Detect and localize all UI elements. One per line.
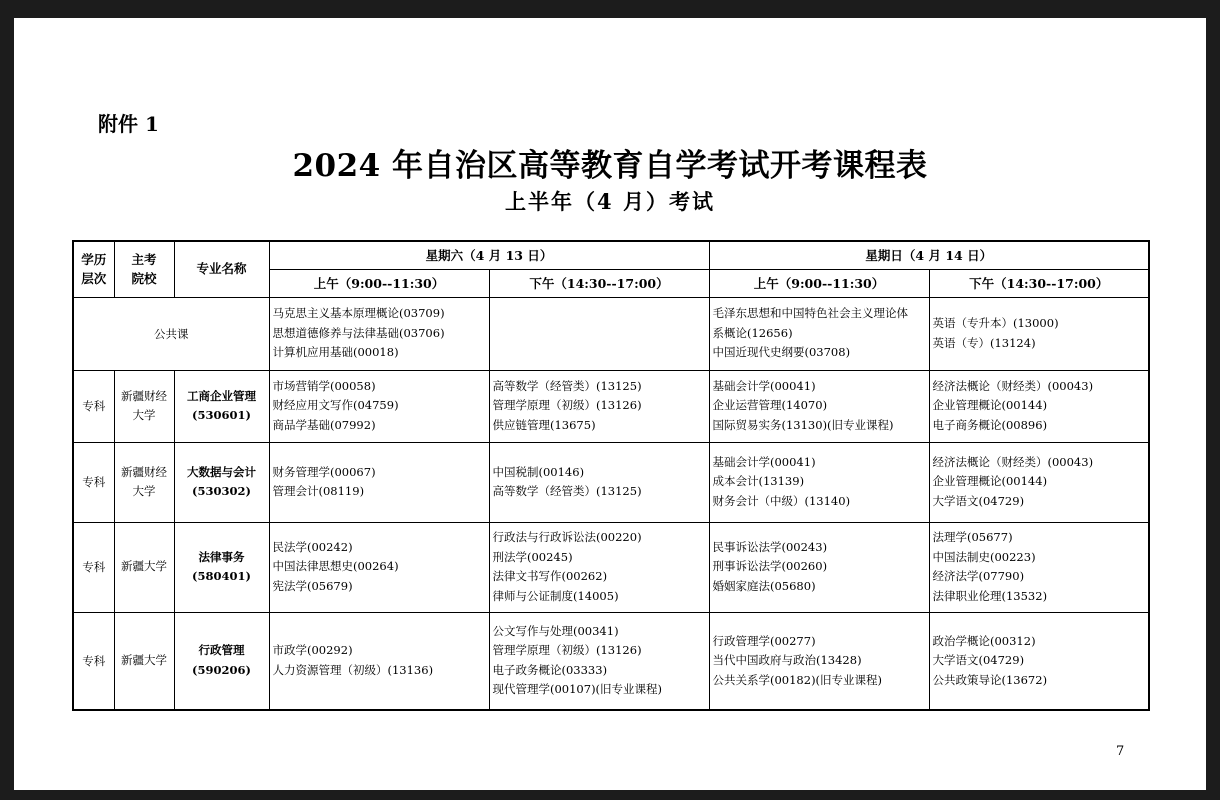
- course-item: 律师与公证制度(14005): [492, 588, 619, 603]
- sun-pm-cell: [929, 522, 1149, 612]
- public-course-label: 公共课: [73, 297, 269, 370]
- course-item: 公共政策导论(13672): [932, 672, 1048, 687]
- major-name: 法律事务: [198, 549, 245, 564]
- course-item: 英语（专）(13124): [932, 335, 1036, 350]
- course-item: 电子政务概论(03333): [492, 662, 608, 677]
- course-item: 中国法律思想史(00264): [272, 559, 399, 574]
- course-item: 市政学(00292): [272, 643, 353, 658]
- course-item: 大学语文(04729): [932, 493, 1025, 508]
- sun-am-cell: [709, 522, 929, 612]
- course-item: 财务会计（中级）(13140): [712, 493, 851, 508]
- course-item: 现代管理学(00107)(旧专业课程): [492, 682, 663, 697]
- course-item: 英语（专升本）(13000): [932, 316, 1059, 330]
- course-item: 企业运营管理(14070): [712, 398, 828, 413]
- attachment-label: 附件 1: [98, 112, 159, 136]
- course-item: 法理学(05677): [932, 530, 1013, 544]
- header-major: 专业名称: [174, 241, 269, 297]
- major-code: (580401): [192, 569, 251, 583]
- sun-pm-cell: [929, 370, 1149, 442]
- public-sun-pm-cell: [929, 297, 1149, 370]
- sun-pm-cell: [929, 442, 1149, 522]
- major-code: (590206): [192, 662, 251, 677]
- course-item: 法律职业伦理(13532): [932, 588, 1048, 603]
- header-sat-am: 上午（9:00--11:30）: [269, 269, 489, 297]
- table-row: [73, 522, 1149, 612]
- course-item: 电子商务概论(00896): [932, 417, 1048, 432]
- course-item: 系概论(12656): [712, 325, 793, 340]
- course-item: 管理学原理（初级）(13126): [492, 398, 642, 413]
- sat-pm-cell: [489, 370, 709, 442]
- major-name: 工商企业管理: [187, 388, 256, 403]
- course-item: 高等数学（经管类）(13125): [492, 378, 642, 393]
- major-cell: [174, 612, 269, 710]
- header-level: 学历 层次: [73, 241, 114, 297]
- sat-am-cell: [269, 522, 489, 612]
- major-code: (530601): [192, 408, 251, 422]
- sat-pm-cell: [489, 442, 709, 522]
- course-item: 高等数学（经管类）(13125): [492, 484, 642, 498]
- course-item: 民事诉讼法学(00243): [712, 539, 828, 554]
- table-row-public: [73, 297, 1149, 370]
- level-cell: 专科: [73, 522, 114, 612]
- document-page: [14, 18, 1206, 790]
- course-item: 经济法学(07790): [932, 569, 1025, 583]
- course-item: 经济法概论（财经类）(00043): [932, 454, 1094, 469]
- public-sat-pm-cell: [489, 297, 709, 370]
- major-name: 大数据与会计: [187, 464, 256, 479]
- course-item: 中国税制(00146): [492, 464, 585, 479]
- sat-pm-cell: [489, 612, 709, 710]
- course-item: 宪法学(05679): [272, 578, 353, 593]
- school-cell: 新疆财经 大学: [114, 442, 174, 522]
- level-cell: 专科: [73, 370, 114, 442]
- sat-am-cell: [269, 612, 489, 710]
- public-sun-am-cell: [709, 297, 929, 370]
- course-item: 公文写作与处理(00341): [492, 623, 619, 638]
- course-item: 企业管理概论(00144): [932, 474, 1048, 489]
- course-item: 人力资源管理（初级）(13136): [272, 662, 434, 677]
- sat-am-cell: [269, 370, 489, 442]
- page-number: 7: [1116, 744, 1125, 759]
- course-item: 思想道德修养与法律基础(03706): [272, 325, 445, 340]
- course-item: 基础会计学(00041): [712, 454, 816, 469]
- course-item: 市场营销学(00058): [272, 378, 376, 393]
- header-sun-pm: 下午（14:30--17:00）: [929, 269, 1149, 297]
- public-sat-am-cell: [269, 297, 489, 370]
- course-item: 毛泽东思想和中国特色社会主义理论体: [712, 306, 908, 321]
- course-item: 政治学概论(00312): [932, 633, 1036, 648]
- school-cell: 新疆大学: [114, 522, 174, 612]
- course-item: 大学语文(04729): [932, 653, 1025, 667]
- header-sat-pm: 下午（14:30--17:00）: [489, 269, 709, 297]
- course-item: 企业管理概论(00144): [932, 398, 1048, 413]
- course-item: 管理会计(08119): [272, 484, 365, 498]
- course-item: 管理学原理（初级）(13126): [492, 643, 642, 658]
- course-item: 法律文书写作(00262): [492, 569, 608, 583]
- level-cell: 专科: [73, 612, 114, 710]
- major-code: (530302): [192, 484, 251, 498]
- course-item: 财务管理学(00067): [272, 464, 376, 479]
- table-row: [73, 442, 1149, 522]
- course-item: 行政管理学(00277): [712, 633, 816, 648]
- course-item: 基础会计学(00041): [712, 378, 816, 393]
- header-sun-am: 上午（9:00--11:30）: [709, 269, 929, 297]
- header-day-saturday: 星期六（4 月 13 日）: [269, 241, 709, 269]
- exam-schedule-table: [72, 240, 1150, 711]
- course-item: 马克思主义基本原理概论(03709): [272, 306, 445, 321]
- school-cell: 新疆大学: [114, 612, 174, 710]
- course-item: 商品学基础(07992): [272, 417, 376, 432]
- course-item: 财经应用文写作(04759): [272, 398, 399, 413]
- page-title: 2024 年自治区高等教育自学考试开考课程表: [292, 148, 928, 184]
- course-item: 刑事诉讼法学(00260): [712, 559, 828, 574]
- sun-pm-cell: [929, 612, 1149, 710]
- course-item: 公共关系学(00182)(旧专业课程): [712, 672, 883, 687]
- header-school: 主考 院校: [114, 241, 174, 297]
- course-item: 供应链管理(13675): [492, 417, 596, 432]
- course-item: 民法学(00242): [272, 539, 353, 554]
- course-item: 刑法学(00245): [492, 549, 573, 564]
- major-name: 行政管理: [198, 643, 245, 658]
- course-item: 当代中国政府与政治(13428): [712, 653, 862, 667]
- sat-am-cell: [269, 442, 489, 522]
- major-cell: [174, 442, 269, 522]
- course-item: 国际贸易实务(13130)(旧专业课程): [712, 417, 894, 432]
- sat-pm-cell: [489, 522, 709, 612]
- course-item: 计算机应用基础(00018): [272, 345, 399, 360]
- course-item: 中国法制史(00223): [932, 549, 1036, 564]
- page-subtitle: 上半年（4 月）考试: [505, 189, 715, 214]
- course-item: 行政法与行政诉讼法(00220): [492, 530, 642, 544]
- level-cell: 专科: [73, 442, 114, 522]
- course-item: 成本会计(13139): [712, 474, 805, 489]
- sun-am-cell: [709, 442, 929, 522]
- major-cell: [174, 522, 269, 612]
- major-cell: [174, 370, 269, 442]
- course-item: 婚姻家庭法(05680): [712, 578, 816, 593]
- school-cell: 新疆财经 大学: [114, 370, 174, 442]
- table-row: [73, 370, 1149, 442]
- header-day-sunday: 星期日（4 月 14 日）: [709, 241, 1149, 269]
- sun-am-cell: [709, 370, 929, 442]
- course-item: 经济法概论（财经类）(00043): [932, 378, 1094, 393]
- course-item: 中国近现代史纲要(03708): [712, 345, 851, 360]
- sun-am-cell: [709, 612, 929, 710]
- table-row: [73, 612, 1149, 710]
